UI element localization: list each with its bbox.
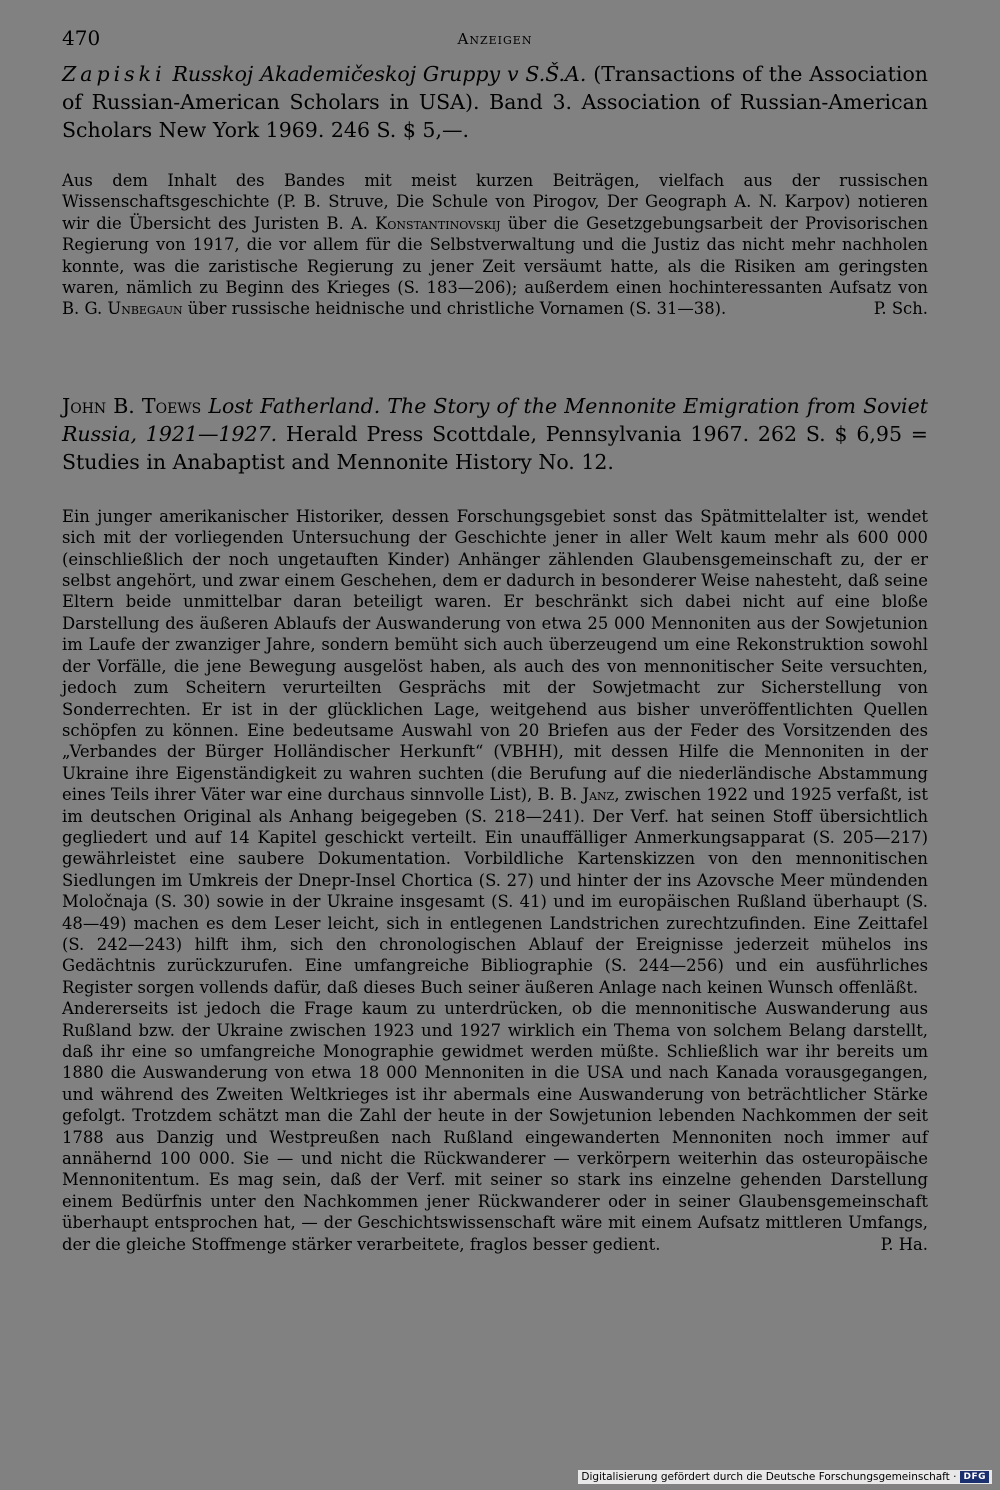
review-text: über russische heidnische und christliche Vornamen (S. 31—38). xyxy=(182,299,727,319)
page-header xyxy=(62,26,928,60)
entry-2-author: John B. Toews xyxy=(62,393,202,418)
reviewer-signature: P. Ha. xyxy=(880,1234,928,1254)
document-page xyxy=(62,26,928,1255)
review-text: Andererseits ist jedoch die Frage kaum zu unterdrücken, ob die mennonitische Auswanderung aus Rußland bzw. der Ukraine zwischen 1923 und 1927 wirklich ein Thema von solchem Belang darstellt, daß ihr eine so umfangreiche Monographie gewidmet werden müßte. Schließlich war ihr bereits um 1880 die Auswanderung von etwa 18 000 Mennoniten in die USA und nach Kanada vorausgegangen, und während des Zweiten Weltkrieges ist ihr abermals eine Auswanderung von beträchtlicher Stärke gefolgt. Trotzdem schätzt man die Zahl der heute in der Sowjetunion lebenden Nachkommen der seit 1788 aus Danzig und Westpreußen nach Rußland eingewanderten Mennoniten noch immer auf annähernd 100 000. Sie — und nicht die Rückwanderer — verkörpern weiterhin das osteuropäische Mennonitentum. Es mag sein, daß der Verf. mit seiner so stark ins einzelne gehenden Darstellung einem Bedürfnis unter den Nachkommen jener Rückwanderer oder in seiner Glaubensgemeinschaft überhaupt entsprochen hat, — der Geschichtswissenschaft wäre mit einem Aufsatz mittleren Umfangs, der die gleiche Stoffmenge stärker verarbeitete, fraglos besser gedient. xyxy=(62,999,928,1254)
entry-1-review xyxy=(62,170,928,320)
footer-text: Digitalisierung gefördert durch die Deutsche Forschungsgemeinschaft · xyxy=(581,1471,957,1483)
digitization-footer xyxy=(578,1470,992,1484)
author-name: Unbegaun xyxy=(107,299,183,319)
entry-2-heading xyxy=(62,392,928,476)
running-head: Anzeigen xyxy=(457,30,533,48)
review-text: Aus dem Inhalt des Bandes mit meist kurzen Beiträgen, vielfach aus der russischen Wissenschaftsgeschichte (P. B. Struve, Die Schule von Pirogov, Der Geograph A. N. Karpov) notieren wir die Übersicht des Juristen B. A. xyxy=(62,171,928,233)
entry-1-publication: (Transactions of the Association of Russian-American Scholars in USA). Band 3. Association of Russian-American Scholars New York 1969. 246 S. $ 5,—. xyxy=(62,62,928,142)
entry-1-heading xyxy=(62,60,928,144)
review-text: , zwischen 1922 und 1925 verfaßt, ist im deutschen Original als Anhang beigegeben (S. 218—241). Der Verf. hat seinen Stoff übersichtlich gegliedert und auf 14 Kapitel geschickt verteilt. Ein unauffälliger Anmerkungsapparat (S. 205—217) gewährleistet eine saubere Dokumentation. Vorbildliche Kartenskizzen von den mennonitischen Siedlungen im Umkreis der Dnepr-Insel Chortica (S. 27) und hinter der ins Azovsche Meer mündenden Moločnaja (S. 30) sowie in der Ukraine insgesamt (S. 41) und im europäischen Rußland überhaupt (S. 48—49) machen es dem Leser leicht, sich in entlegenen Landstrichen zurechtzufinden. Eine Zeittafel (S. 242—243) hilft ihm, sich den chronologischen Ablauf der Ereignisse jederzeit mühelos ins Gedächtnis zurückzurufen. Eine umfangreiche Bibliographie (S. 244—256) und ein ausführliches Register sorgen vollends dafür, daß dieses Buch seiner äußeren Anlage nach keinen Wunsch offenläßt. xyxy=(62,785,928,997)
reviewer-signature: P. Sch. xyxy=(873,299,928,319)
entry-2-paragraph-1 xyxy=(62,506,928,998)
entry-2-title: Lost Fatherland. The Story of the Mennonite Emigration from Soviet Russia, 1921—1927. xyxy=(62,393,928,446)
author-name: Konstantinovskij xyxy=(375,213,501,233)
review-text: über die Gesetzgebungsarbeit der Provisorischen Regierung von 1917, die vor allem für die Selbstverwaltung und die Justiz das nicht mehr nachholen konnte, was die zaristische Regierung zu jener Zeit versäumt hatte, als die Risiken am geringsten waren, nämlich zu Beginn des Krieges (S. 183—206); außerdem einen hochinteressanten Aufsatz von B. G. xyxy=(62,213,929,319)
entry-1-title-spaced: Zapiski xyxy=(62,62,166,86)
dfg-logo-icon: DFG xyxy=(960,1471,989,1483)
page-number: 470 xyxy=(62,26,101,50)
entry-1-title: Russkoj Akademičeskoj Gruppy v S.Š.A. xyxy=(165,62,587,86)
author-name: Janz xyxy=(582,785,615,805)
review-text: Ein junger amerikanischer Historiker, dessen Forschungsgebiet sonst das Spätmittelalter ist, wendet sich mit der vorliegenden Untersuchung der Geschichte jener in aller Welt kaum mehr als 600 000 (einschließlich der noch ungetauften Kinder) Anhänger zählenden Glaubensgemeinschaft zu, der er selbst angehört, und zwar einem Geschehen, dem er dadurch in besonderer Weise nahesteht, daß seine Eltern beide unmittelbar daran beteiligt waren. Er beschränkt sich dabei nicht auf eine bloße Darstellung des äußeren Ablaufs der Auswanderung von etwa 25 000 Mennoniten aus der Sowjetunion im Laufe der zwanziger Jahre, sondern bemüht sich auch überzeugend um eine Rekonstruktion sowohl der Vorfälle, die jene Bewegung ausgelöst haben, als auch des von mennonitischer Seite versuchten, jedoch zum Scheitern verurteilten Gesprächs mit der Sowjetmacht zur Sicherstellung von Sonderrechten. Er ist in der glücklichen Lage, weitgehend aus bisher unveröffentlichten Quellen schöpfen zu können. Eine bedeutsame Auswahl von 20 Briefen aus der Feder des Vorsitzenden des „Verbandes der Bürger Holländischer Herkunft“ (VBHH), mit dessen Hilfe die Mennoniten in der Ukraine ihre Eigenständigkeit zu wahren suchten (die Berufung auf die niederländische Abstammung eines Teils ihrer Väter war eine durchaus sinnvolle List), B. B. xyxy=(62,506,928,805)
entry-2-paragraph-2 xyxy=(62,998,928,1255)
entry-2-publication: Herald Press Scottdale, Pennsylvania 1967. 262 S. $ 6,95 = Studies in Anabaptist and Mennonite History No. 12. xyxy=(62,421,928,474)
